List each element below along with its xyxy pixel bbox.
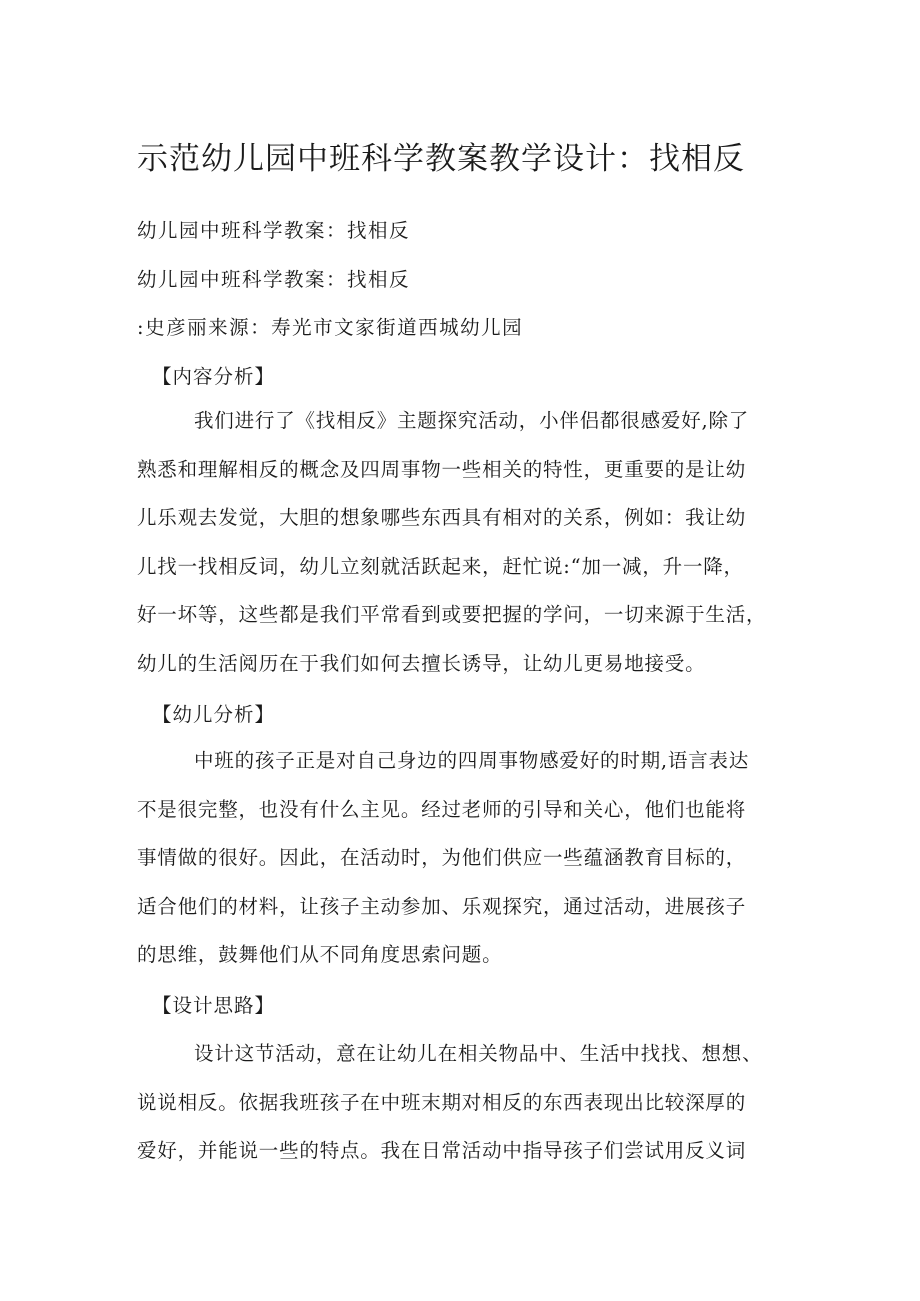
paragraph-line: 儿找一找相反词，幼儿立刻就活跃起来，赶忙说:“加一减，升一降， [137, 554, 744, 578]
paragraph-line: 好一坏等，这些都是我们平常看到或要把握的学问，一切来源于生活， [137, 603, 767, 626]
paragraph-line: 儿乐观去发觉，大胆的想象哪些东西具有相对的关系，例如：我让幼 [137, 506, 747, 529]
subtitle-line: 幼儿园中班科学教案：找相反 [137, 219, 411, 242]
section-heading-child-analysis: 【幼儿分析】 [152, 703, 276, 726]
paragraph-line: 幼儿的生活阅历在于我们如何去擅长诱导，让幼儿更易地接受。 [137, 651, 706, 675]
author-source-line: :史彦丽来源：寿光市文家街道西城幼儿园 [137, 316, 524, 339]
paragraph-line: 不是很完整，也没有什么主见。经过老师的引导和关心，他们也能将 [137, 797, 747, 821]
paragraph-line: 说说相反。依据我班孩子在中班末期对相反的东西表现出比较深厚的 [137, 1090, 747, 1114]
section-body-content-analysis [137, 397, 809, 688]
paragraph-line: 我们进行了《找相反》主题探究活动，小伴侣都很感爱好,除了 [194, 409, 750, 432]
section-heading-content-analysis: 【内容分析】 [152, 365, 276, 388]
section-body-design-idea [137, 1030, 809, 1176]
paragraph-line: 爱好，并能说一些的特点。我在日常活动中指导孩子们尝试用反义词 [137, 1139, 747, 1162]
paragraph-line: 熟悉和理解相反的概念及四周事物一些相关的特性，更重要的是让幼 [137, 457, 747, 481]
paragraph-line: 的思维，鼓舞他们从不同角度思索问题。 [137, 943, 503, 966]
paragraph-line: 适合他们的材料，让孩子主动参加、乐观探究，通过活动，进展孩子 [137, 894, 747, 918]
paragraph-line: 中班的孩子正是对自己身边的四周事物感爱好的时期,语言表达 [194, 749, 750, 772]
document-title: 示范幼儿园中班科学教案教学设计：找相反 [137, 141, 745, 177]
section-heading-design-idea: 【设计思路】 [152, 994, 276, 1017]
section-body-child-analysis [137, 737, 809, 980]
paragraph-line: 事情做的很好。因此，在活动时，为他们供应一些蕴涵教育目标的， [137, 846, 747, 869]
paragraph-line: 设计这节活动，意在让幼儿在相关物品中、生活中找找、想想、 [194, 1042, 763, 1065]
subtitle-line: 幼儿园中班科学教案：找相反 [137, 268, 411, 291]
